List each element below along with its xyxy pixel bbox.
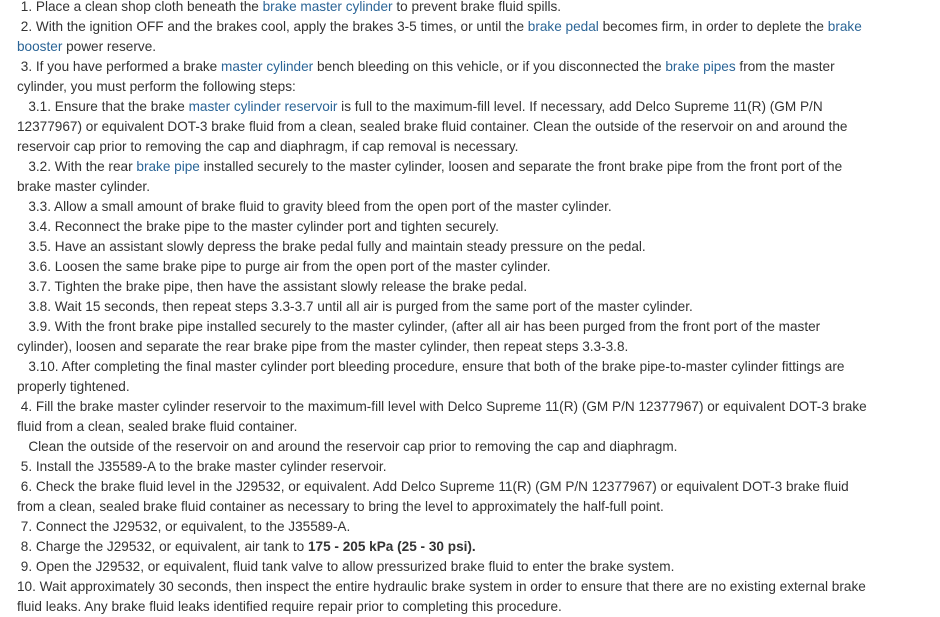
procedure-step	[17, 0, 877, 17]
step-text: 3.4. Reconnect the brake pipe to the master cylinder port and tighten securely.	[28, 219, 499, 234]
link-master-cylinder[interactable]: master cylinder	[221, 59, 314, 74]
step-indent	[17, 439, 28, 454]
step-text: 3.9. With the front brake pipe installed securely to the master cylinder, (after all air has been purged from the front port of the master cylinder), loosen and separate the rear brake pipe from the master cylinder, then repeat steps 3.3-3.8.	[17, 319, 821, 354]
procedure-step	[17, 397, 877, 437]
step-text: installed securely to the master cylinder, loosen and separate the front brake pipe from the front port of the brake master cylinder.	[17, 159, 843, 194]
step-text: 6. Check the brake fluid level in the J29532, or equivalent. Add Delco Supreme 11(R) (GM P/N 12377967) or equivalent DOT-3 brake fluid from a clean, sealed brake fluid container as necessary to bring the level to approximately the half-full point.	[17, 479, 849, 514]
procedure-step	[17, 357, 877, 397]
link-master-cylinder-reservoir[interactable]: master cylinder reservoir	[188, 99, 338, 114]
procedure-step	[17, 57, 877, 97]
step-text: to prevent brake fluid spills.	[392, 0, 562, 14]
link-brake-master-cylinder[interactable]: brake master cylinder	[262, 0, 393, 14]
step-text: 2. With the ignition OFF and the brakes cool, apply the brakes 3-5 times, or until the	[20, 19, 528, 34]
step-text: 3.5. Have an assistant slowly depress the brake pedal fully and maintain steady pressure on the pedal.	[28, 239, 646, 254]
step-text: 3.3. Allow a small amount of brake fluid to gravity bleed from the open port of the master cylinder.	[28, 199, 612, 214]
procedure-step	[17, 97, 877, 157]
procedure-step	[17, 577, 877, 617]
step-text: becomes firm, in order to deplete the	[598, 19, 828, 34]
procedure-step	[17, 197, 877, 217]
procedure-step	[17, 457, 877, 477]
procedure-step	[17, 157, 877, 197]
step-indent	[17, 199, 28, 214]
step-indent	[17, 279, 28, 294]
step-text: Clean the outside of the reservoir on and around the reservoir cap prior to removing the cap and diaphragm.	[28, 439, 678, 454]
step-text: is full to the maximum-fill level. If necessary, add Delco Supreme 11(R) (GM P/N 12377967) or equivalent DOT-3 brake fluid from a clean, sealed brake fluid container. Clean the outside of the reservoir on and around the reservoir cap prior to removing the cap and diaphragm, if cap removal is necessary.	[17, 99, 848, 154]
procedure-step	[17, 277, 877, 297]
step-indent	[17, 319, 28, 334]
step-text: power reserve.	[62, 39, 157, 54]
procedure-step	[17, 17, 877, 57]
procedure-step	[17, 297, 877, 317]
step-text: 3.10. After completing the final master cylinder port bleeding procedure, ensure that both of the brake pipe-to-master cylinder fittings are properly tightened.	[17, 359, 845, 394]
step-text: 3.6. Loosen the same brake pipe to purge air from the open port of the master cylinder.	[28, 259, 551, 274]
step-text: 3. If you have performed a brake	[20, 59, 222, 74]
procedure-step	[17, 537, 877, 557]
step-text: 8. Charge the J29532, or equivalent, air tank to	[20, 539, 308, 554]
step-indent	[17, 259, 28, 274]
step-text: bench bleeding on this vehicle, or if you disconnected the	[313, 59, 666, 74]
procedure-step	[17, 237, 877, 257]
procedure-step	[17, 437, 877, 457]
link-brake-pipes[interactable]: brake pipes	[665, 59, 736, 74]
step-text: 7. Connect the J29532, or equivalent, to the J35589-A.	[20, 519, 351, 534]
procedure-document	[17, 0, 877, 617]
step-indent	[17, 159, 28, 174]
step-indent	[17, 299, 28, 314]
step-text: 3.7. Tighten the brake pipe, then have the assistant slowly release the brake pedal.	[28, 279, 528, 294]
procedure-step	[17, 217, 877, 237]
procedure-step	[17, 257, 877, 277]
step-indent	[17, 239, 28, 254]
step-text: 10. Wait approximately 30 seconds, then inspect the entire hydraulic brake system in order to ensure that there are no existing external brake fluid leaks. Any brake fluid leaks identified require repair prior to completing this procedure.	[17, 579, 866, 614]
step-indent	[17, 219, 28, 234]
step-text: 3.2. With the rear	[28, 159, 137, 174]
procedure-step	[17, 477, 877, 517]
procedure-step	[17, 557, 877, 577]
procedure-step	[17, 317, 877, 357]
step-indent	[17, 359, 28, 374]
procedure-step	[17, 517, 877, 537]
step-text: 5. Install the J35589-A to the brake master cylinder reservoir.	[20, 459, 387, 474]
spec-value: 175 - 205 kPa (25 - 30 psi).	[307, 539, 476, 554]
step-indent	[17, 99, 28, 114]
step-text: 9. Open the J29532, or equivalent, fluid tank valve to allow pressurized brake fluid to enter the brake system.	[20, 559, 675, 574]
step-text: 1. Place a clean shop cloth beneath the	[20, 0, 263, 14]
step-text: 3.8. Wait 15 seconds, then repeat steps 3.3-3.7 until all air is purged from the same port of the master cylinder.	[28, 299, 693, 314]
step-text: 3.1. Ensure that the brake	[28, 99, 189, 114]
step-text: 4. Fill the brake master cylinder reservoir to the maximum-fill level with Delco Supreme 11(R) (GM P/N 12377967) or equivalent DOT-3 brake fluid from a clean, sealed brake fluid container.	[17, 399, 867, 434]
link-brake-booster[interactable]: brake booster	[17, 19, 862, 54]
link-brake-pipe[interactable]: brake pipe	[136, 159, 200, 174]
step-text: from the master cylinder, you must perform the following steps:	[17, 59, 835, 94]
link-brake-pedal[interactable]: brake pedal	[527, 19, 599, 34]
